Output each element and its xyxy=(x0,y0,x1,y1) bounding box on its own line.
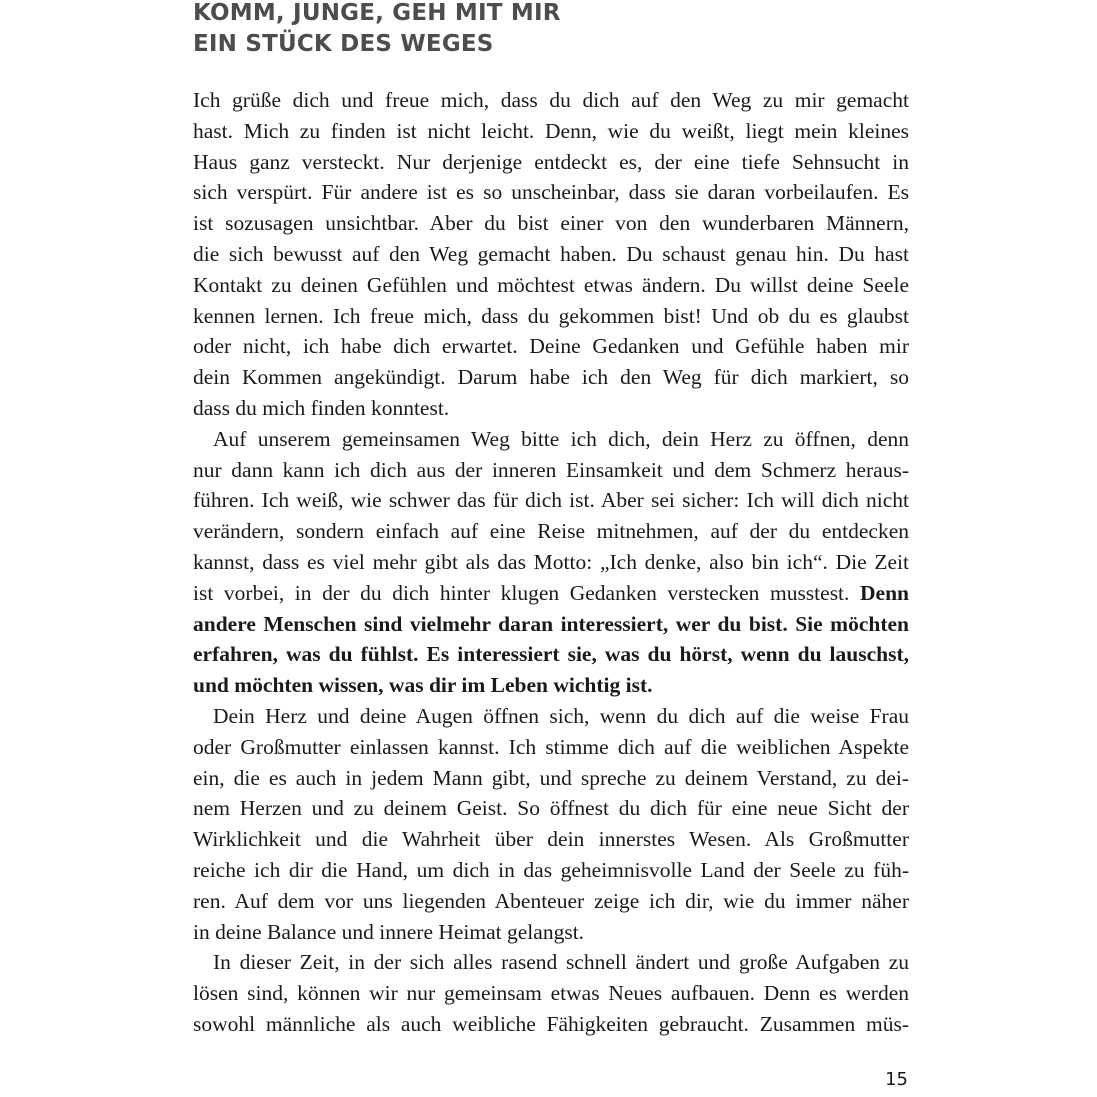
text-line: die sich bewusst auf den Weg gemacht haben. Du schaust genau hin. Du hast xyxy=(193,241,909,266)
text-line: ren. Auf dem vor uns liegenden Abenteuer zeige ich dir, wie du immer näher xyxy=(193,888,909,913)
body-text xyxy=(193,85,909,1040)
text-line: Kontakt zu deinen Gefühlen und möchtest etwas ändern. Du willst deine Seele xyxy=(193,272,909,297)
text-line: dass du mich finden konntest. xyxy=(193,395,450,420)
bold-text-line: erfahren, was du fühlst. Es interessiert sie, was du hörst, wenn du lauschst, xyxy=(193,642,909,667)
text-line: Ich grüße dich und freue mich, dass du dich auf den Weg zu mir gemacht xyxy=(193,88,909,112)
text-line: ist sozusagen unsichtbar. Aber du bist einer von den wunderbaren Männern, xyxy=(193,211,909,236)
text-line: dein Kommen angekündigt. Darum habe ich den Weg für dich markiert, so xyxy=(193,365,909,390)
chapter-heading-line-1: KOMM, JUNGE, GEH MIT MIR xyxy=(193,0,561,26)
text-line: oder Großmutter einlassen kannst. Ich stimme dich auf die weiblichen Aspekte xyxy=(193,734,909,759)
text-line: Haus ganz versteckt. Nur derjenige entdeckt es, der eine tiefe Sehnsucht in xyxy=(193,149,909,174)
text-line: sich verspürt. Für andere ist es so unscheinbar, dass sie daran vorbeilaufen. Es xyxy=(193,180,909,205)
paragraph-3 xyxy=(193,701,909,947)
text-line: führen. Ich weiß, wie schwer das für dich ist. Aber sei sicher: Ich will dich nicht xyxy=(193,488,909,513)
bold-text-segment: Denn xyxy=(860,580,909,605)
text-line: kannst, dass es viel mehr gibt als das Motto: „Ich denke, also bin ich“. Die Zeit xyxy=(193,549,909,574)
page-number: 15 xyxy=(885,1069,908,1090)
text-line: Wirklichkeit und die Wahrheit über dein innerstes Wesen. Als Großmutter xyxy=(193,827,909,852)
bold-text-line: und möchten wissen, was dir im Leben wichtig ist. xyxy=(193,673,653,698)
bold-text-line: andere Menschen sind vielmehr daran interessiert, wer du bist. Sie möchten xyxy=(193,611,909,636)
text-line: in deine Balance und innere Heimat gelangst. xyxy=(193,919,585,944)
chapter-heading-line-2: EIN STÜCK DES WEGES xyxy=(193,31,494,57)
paragraph-4 xyxy=(193,947,909,1039)
text-line: In dieser Zeit, in der sich alles rasend schnell ändert und große Aufgaben zu xyxy=(213,950,909,975)
text-line: hast. Mich zu finden ist nicht leicht. Denn, wie du weißt, liegt mein kleines xyxy=(193,118,909,143)
plain-text-segment: ist vorbei, in der du dich hinter klugen Gedanken verstecken musstest. xyxy=(193,580,861,605)
text-line-mixed xyxy=(193,578,909,609)
text-line: nur dann kann ich dich aus der inneren Einsamkeit und dem Schmerz heraus- xyxy=(193,457,909,482)
text-line: lösen sind, können wir nur gemeinsam etwas Neues aufbauen. Denn es werden xyxy=(193,981,909,1006)
text-line: kennen lernen. Ich freue mich, dass du gekommen bist! Und ob du es glaubst xyxy=(193,303,909,328)
paragraph-2 xyxy=(193,424,909,701)
text-line: oder nicht, ich habe dich erwartet. Deine Gedanken und Gefühle haben mir xyxy=(193,334,909,359)
chapter-heading xyxy=(193,0,561,60)
text-line: verändern, sondern einfach auf eine Reise mitnehmen, auf der du entdecken xyxy=(193,519,909,544)
text-line: ein, die es auch in jedem Mann gibt, und spreche zu deinem Verstand, zu dei- xyxy=(193,765,909,790)
text-line: reiche ich dir die Hand, um dich in das geheimnisvolle Land der Seele zu füh- xyxy=(193,857,909,882)
text-line: sowohl männliche als auch weibliche Fähigkeiten gebraucht. Zusammen müs- xyxy=(193,1011,909,1036)
text-line: Dein Herz und deine Augen öffnen sich, wenn du dich auf die weise Frau xyxy=(213,703,909,728)
text-line: nem Herzen und zu deinem Geist. So öffnest du dich für eine neue Sicht der xyxy=(193,796,909,821)
text-line: Auf unserem gemeinsamen Weg bitte ich dich, dein Herz zu öffnen, denn xyxy=(213,426,909,451)
paragraph-1 xyxy=(193,85,909,424)
